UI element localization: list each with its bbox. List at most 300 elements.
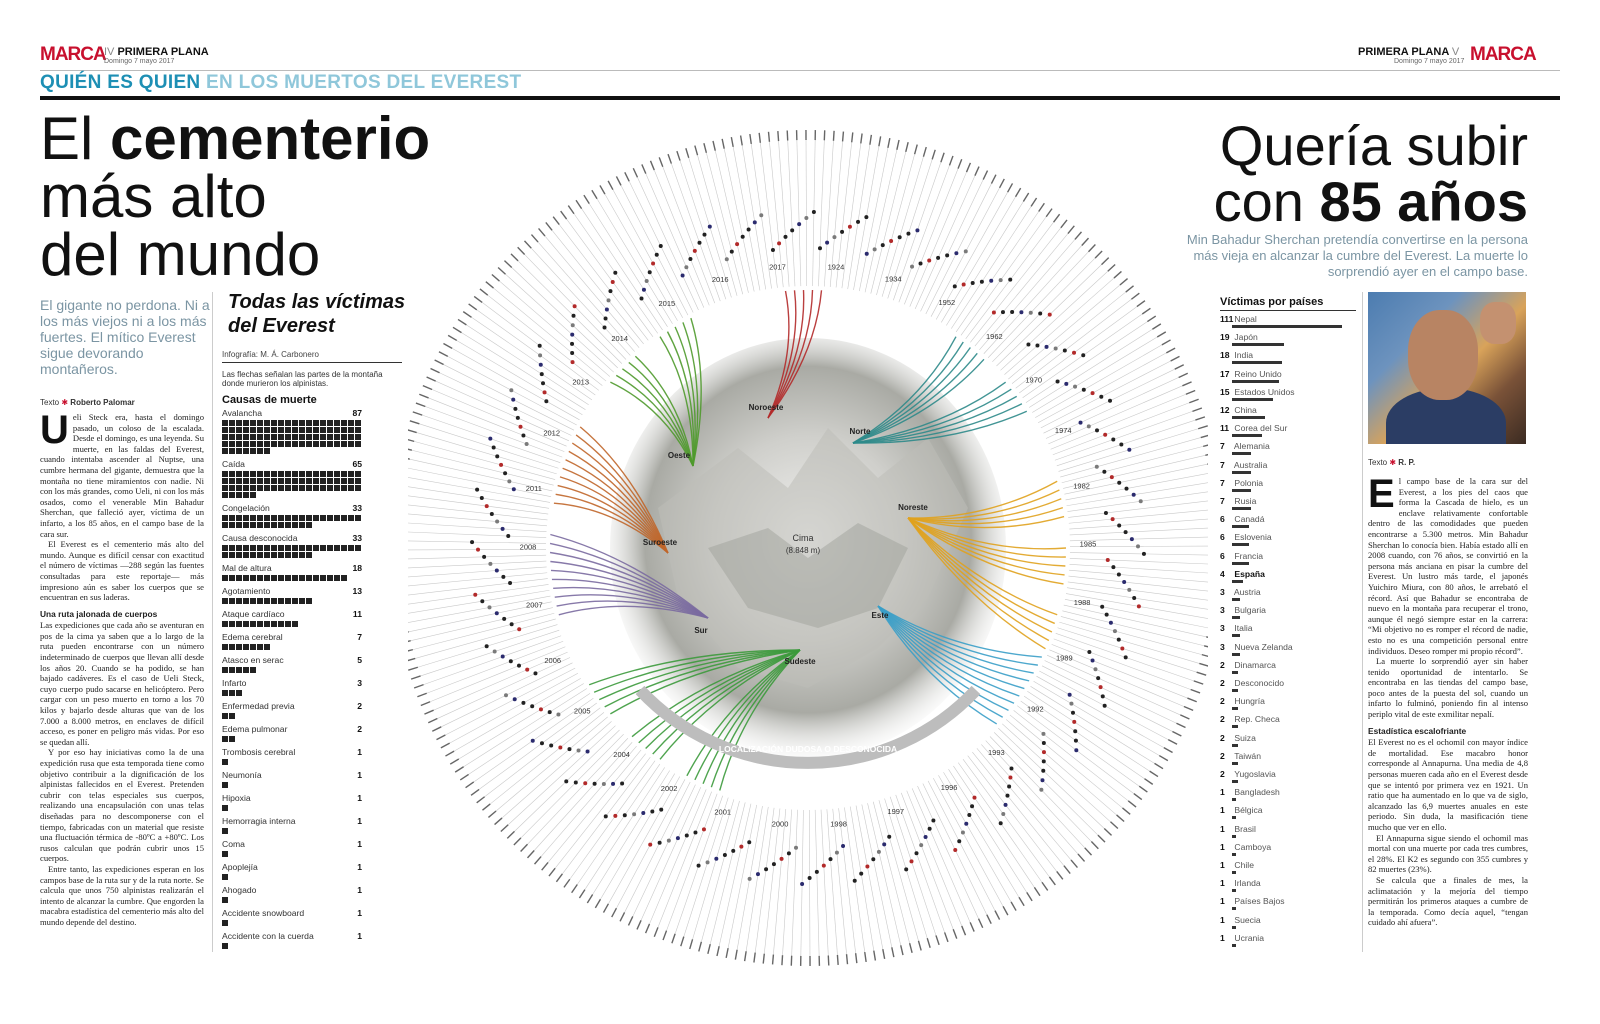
country-name: Brasil (1232, 823, 1256, 834)
country-name: Yugoslavia (1232, 769, 1276, 779)
victim-name-mark (492, 275, 500, 282)
victim-spoke (797, 140, 801, 286)
cause-square (285, 522, 291, 528)
country-count: 7 (1220, 477, 1225, 488)
country-name: Suiza (1232, 732, 1256, 743)
cause-square (264, 478, 270, 484)
victim-spoke (1010, 715, 1123, 808)
cause-square (222, 575, 228, 581)
cause-squares (222, 736, 362, 742)
victim-dot (602, 782, 606, 786)
cause-square (257, 545, 263, 551)
infographic-note: Las flechas señalan las partes de la montaña donde murieron los alpinistas. (222, 370, 383, 388)
victim-spoke (408, 579, 548, 596)
victim-dot (693, 249, 697, 253)
victim-spoke (850, 807, 874, 951)
victim-dot (490, 512, 494, 516)
cause-square (285, 434, 291, 440)
cause-square (285, 515, 291, 521)
victim-spoke (508, 726, 615, 825)
cause-square (299, 434, 305, 440)
victim-name-mark (778, 131, 779, 141)
cause-square (236, 441, 242, 447)
subheading: Estadística escalofriante (1368, 725, 1467, 736)
country-bar (1232, 380, 1279, 383)
cause-square (250, 522, 256, 528)
victim-spoke (512, 267, 618, 367)
cause-square (222, 420, 228, 426)
victim-spoke (988, 252, 1088, 358)
cause-square (341, 515, 347, 521)
face-label-oeste: Oeste (667, 451, 691, 460)
victim-name-mark (1089, 244, 1096, 251)
victim-dot (1127, 448, 1131, 452)
victim-dot (521, 433, 525, 437)
cause-square (236, 434, 242, 440)
cause-square (285, 575, 291, 581)
year-label: 1934 (884, 274, 902, 284)
victim-dot (517, 627, 521, 631)
cause-squares (222, 420, 362, 454)
victim-spoke (1070, 558, 1208, 564)
cause-label: Infarto (222, 678, 247, 688)
victim-dot (493, 650, 497, 654)
victim-name-mark (408, 650, 413, 652)
victim-dot (1087, 650, 1091, 654)
year-label: 2015 (658, 299, 676, 309)
victim-dot (1095, 428, 1099, 432)
victim-spoke (871, 152, 906, 294)
cause-square (229, 478, 235, 484)
victim-dot (725, 257, 729, 261)
victim-dot (822, 864, 826, 868)
top-divider (40, 70, 1560, 71)
cause-square (341, 434, 347, 440)
victim-name-mark (1206, 637, 1208, 639)
cause-square (320, 575, 326, 581)
victim-dot (906, 232, 910, 236)
victim-name-mark (1171, 356, 1180, 361)
victim-dot (787, 851, 791, 855)
cause-square (285, 598, 291, 604)
victim-name-mark (741, 135, 743, 145)
victim-spoke (506, 274, 614, 372)
cause-square (236, 515, 242, 521)
cause-value: 1 (357, 747, 362, 757)
country-bar (1232, 798, 1236, 801)
victim-dot (685, 833, 689, 837)
victim-name-mark (1082, 238, 1089, 245)
victim-dot (815, 870, 819, 874)
victim-dot (548, 710, 552, 714)
victim-spoke (1068, 500, 1208, 517)
country-count: 1 (1220, 914, 1225, 925)
cause-value: 7 (357, 632, 362, 642)
cause-square (236, 478, 242, 484)
cause-square (264, 621, 270, 627)
folio-left (104, 46, 209, 58)
victim-name-mark (1186, 390, 1195, 394)
cause-square (285, 420, 291, 426)
country-count: 111 (1220, 314, 1234, 324)
victim-dot (887, 835, 891, 839)
victim-name-mark (419, 394, 428, 398)
victim-spoke (907, 791, 962, 926)
victim-dot (570, 342, 574, 346)
victim-dot (543, 390, 547, 394)
byline-prefix: Texto (1368, 458, 1388, 467)
victim-dot (572, 314, 576, 318)
victim-dot (659, 244, 663, 248)
victim-name-mark (561, 211, 567, 219)
year-label: 1982 (1073, 481, 1090, 491)
byline-star-icon: ✱ (1389, 458, 1397, 467)
cause-squares (222, 471, 362, 498)
victim-spoke (412, 450, 554, 485)
victim-name-mark (1098, 835, 1105, 842)
victim-name-mark (1019, 897, 1024, 906)
victim-dot (517, 664, 521, 668)
cause-square (271, 621, 277, 627)
cause-value: 1 (357, 793, 362, 803)
year-label: 1998 (830, 819, 847, 829)
victim-spoke (424, 636, 562, 685)
cause-square (313, 427, 319, 433)
cause-square (264, 448, 270, 454)
victim-spoke (570, 761, 655, 880)
cause-square (320, 478, 326, 484)
country-count: 1 (1220, 932, 1225, 943)
victim-spoke (981, 744, 1078, 853)
cause-square (222, 897, 228, 903)
headline-word-2: cementerio (110, 105, 431, 172)
victim-dot (516, 416, 520, 420)
victim-name-mark (1128, 801, 1136, 807)
victim-spoke (806, 140, 807, 286)
victim-dot (485, 644, 489, 648)
cause-square (271, 575, 277, 581)
victim-dot (972, 796, 976, 800)
cause-square (264, 575, 270, 581)
country-row (1220, 896, 1356, 906)
victim-dot (645, 279, 649, 283)
victim-dot (681, 273, 685, 277)
cause-square (229, 736, 235, 742)
left-byline (40, 398, 135, 407)
cause-square (341, 545, 347, 551)
cause-value: 5 (357, 655, 362, 665)
cause-square (334, 441, 340, 447)
cause-square (257, 522, 263, 528)
victim-spoke (459, 683, 584, 758)
cause-square (236, 644, 242, 650)
cause-square (271, 420, 277, 426)
victim-name-mark (1204, 646, 1208, 648)
cause-square (243, 427, 249, 433)
victim-dot (881, 243, 885, 247)
country-bar (1232, 634, 1240, 637)
victim-dot (1029, 311, 1033, 315)
victims-by-country-title: Víctimas por países (1220, 296, 1356, 311)
cause-square (278, 515, 284, 521)
dropcap: U (40, 408, 69, 452)
cause-square (250, 434, 256, 440)
victim-name-mark (1202, 655, 1208, 658)
right-byline (1368, 458, 1415, 467)
victim-name-mark (1095, 251, 1102, 258)
year-label: 2007 (526, 600, 543, 610)
cause-square (243, 621, 249, 627)
victim-spoke (733, 147, 760, 291)
cause-square (355, 485, 361, 491)
unknown-location-label: LOCALIZACIÓN DUDOSA O DESCONOCIDA (718, 744, 898, 754)
victim-name-mark (427, 377, 436, 381)
victim-dot (1095, 465, 1099, 469)
victim-dot (1124, 530, 1128, 534)
cause-square (306, 434, 312, 440)
year-label: 2000 (771, 819, 789, 829)
cause-square (348, 545, 354, 551)
victim-name-mark (847, 954, 848, 964)
victim-name-mark (568, 206, 574, 214)
cause-square (306, 478, 312, 484)
victim-name-mark (1034, 887, 1040, 895)
cause-square (236, 621, 242, 627)
country-count: 6 (1220, 514, 1225, 525)
cause-square (341, 441, 347, 447)
country-bar (1232, 671, 1238, 674)
cause-square (334, 545, 340, 551)
victim-name-mark (1159, 756, 1168, 761)
victim-dot (1119, 442, 1123, 446)
cause-square (243, 575, 249, 581)
victim-dot (607, 298, 611, 302)
victim-dot (1125, 487, 1129, 491)
victim-name-mark (870, 135, 872, 145)
victim-dot (856, 220, 860, 224)
victim-dot (1113, 629, 1117, 633)
victim-spoke (518, 261, 622, 364)
cause-square (327, 575, 333, 581)
victim-name-mark (1164, 748, 1173, 753)
cause-square (313, 485, 319, 491)
face-label-sudeste: Sudeste (784, 657, 816, 666)
victim-dot (829, 857, 833, 861)
cause-square (264, 644, 270, 650)
cause-square (278, 598, 284, 604)
country-bar (1232, 725, 1238, 728)
victim-spoke (856, 806, 883, 950)
cause-square (348, 478, 354, 484)
cause-square (229, 522, 235, 528)
victim-dot (697, 864, 701, 868)
cause-square (292, 478, 298, 484)
country-count: 11 (1220, 423, 1230, 434)
victim-dot (608, 289, 612, 293)
country-row (1220, 350, 1356, 360)
cause-square (243, 522, 249, 528)
victim-dot (1104, 511, 1108, 515)
cause-square (313, 545, 319, 551)
section-label-left: PRIMERA PLANA (117, 46, 209, 58)
cause-square (285, 441, 291, 447)
cause-label: Edema cerebral (222, 632, 283, 642)
cause-square (341, 427, 347, 433)
cause-square (236, 690, 242, 696)
cause-squares (222, 851, 362, 857)
victim-name-mark (507, 831, 514, 838)
victim-dot (1019, 310, 1023, 314)
victim-name-mark (411, 676, 420, 679)
country-count: 4 (1220, 568, 1225, 579)
victim-name-mark (501, 825, 508, 832)
victim-dot (650, 809, 654, 813)
cause-square (292, 598, 298, 604)
victim-dot (957, 839, 961, 843)
victim-dot (1100, 605, 1104, 609)
victim-name-mark (1016, 188, 1021, 197)
cause-square (278, 575, 284, 581)
cause-square (222, 427, 228, 433)
cause-square (243, 545, 249, 551)
everest-radial-infographic (408, 128, 1208, 978)
cause-square (222, 805, 228, 811)
cause-square (278, 471, 284, 477)
cause-value: 33 (352, 503, 362, 513)
victim-dot (853, 879, 857, 883)
victim-name-mark (897, 140, 899, 150)
victim-dot (564, 779, 568, 783)
victim-name-mark (1180, 715, 1189, 719)
victim-name-mark (1003, 906, 1008, 915)
year-label: 2011 (525, 484, 542, 494)
cause-square (320, 471, 326, 477)
cause-square (313, 575, 319, 581)
cause-label: Mal de altura (222, 563, 272, 573)
section-label-right: PRIMERA PLANA (1358, 46, 1449, 58)
country-row (1220, 478, 1356, 488)
country-row (1220, 751, 1356, 761)
victim-name-mark (417, 693, 426, 697)
country-count: 19 (1220, 332, 1230, 343)
victim-dot (747, 227, 751, 231)
victim-name-mark (1157, 332, 1166, 337)
victim-name-mark (486, 282, 494, 288)
victim-name-mark (910, 943, 912, 953)
victim-name-mark (421, 702, 430, 706)
victim-spoke (415, 619, 556, 659)
country-name: Hungría (1232, 696, 1265, 707)
victim-dot (964, 822, 968, 826)
victim-dot (1091, 659, 1095, 663)
cause-square (250, 667, 256, 673)
paragraph: eli Steck era, hasta el domingo pasado, un coloso de la escalada. Desde el domingo, es una leyenda. Su muerte, en las faldas del Everest, cuando intentaba ascender al Nuptse, una cumbre hermana del gigante, demuestra que la montaña no tiene miramientos con nadie. Ni con los más grandes, como Ueli, ni con los más osados, como el venerable Min Bahadur Sherchan, que falleció ayer, víctima de un infarto, a los 85 años, en el campo base de la cara sur. (40, 412, 204, 539)
victim-dot (1001, 812, 1005, 816)
face-label-este: Este (871, 611, 889, 620)
victim-name-mark (413, 412, 422, 415)
radial-chart (408, 128, 1208, 978)
country-count: 1 (1220, 896, 1225, 907)
cause-square (327, 485, 333, 491)
cause-square (229, 471, 235, 477)
cause-squares (222, 690, 362, 696)
victim-dot (1073, 729, 1077, 733)
victim-dot (488, 437, 492, 441)
country-bar (1232, 616, 1240, 619)
victim-name-mark (1175, 365, 1184, 369)
victim-name-mark (527, 850, 534, 857)
cause-square (285, 552, 291, 558)
victim-spoke (918, 786, 979, 919)
victim-dot (495, 611, 499, 615)
victim-name-mark (646, 924, 650, 933)
cause-squares (222, 598, 362, 604)
victim-name-mark (1176, 723, 1185, 727)
victim-dot (910, 265, 914, 269)
victim-spoke (821, 810, 828, 956)
country-row (1220, 733, 1356, 743)
victim-dot (574, 780, 578, 784)
victim-name-mark (603, 904, 608, 913)
victim-spoke (1034, 681, 1160, 755)
victim-dot (730, 250, 734, 254)
victim-dot (1010, 310, 1014, 314)
cause-label: Accidente snowboard (222, 908, 305, 918)
cause-square (243, 644, 249, 650)
year-label: 1924 (827, 262, 845, 272)
country-count: 12 (1220, 405, 1230, 415)
country-count: 6 (1220, 532, 1225, 543)
cause-square (229, 427, 235, 433)
victim-name-mark (843, 132, 844, 142)
cause-square (257, 552, 263, 558)
cause-square (348, 485, 354, 491)
cause-square (229, 552, 235, 558)
headline-line-2: más alto (40, 163, 267, 230)
victim-name-mark (979, 919, 983, 928)
cause-square (278, 478, 284, 484)
country-count: 17 (1220, 368, 1230, 379)
victim-dot (1109, 621, 1113, 625)
victim-spoke (408, 504, 548, 520)
victim-dot (1009, 766, 1013, 770)
victim-name-mark (1042, 882, 1048, 890)
victim-spoke (904, 169, 958, 305)
country-bar (1232, 416, 1265, 419)
cause-square (222, 485, 228, 491)
country-bar (1232, 707, 1238, 710)
victim-dot (604, 317, 608, 321)
victim-name-mark (549, 868, 555, 876)
victim-spoke (541, 746, 637, 856)
victim-spoke (862, 804, 892, 947)
cause-square (355, 471, 361, 477)
cause-square (278, 434, 284, 440)
cause-square (327, 420, 333, 426)
victim-name-mark (888, 138, 890, 148)
victim-name-mark (975, 167, 979, 176)
cause-square (292, 522, 298, 528)
victim-dot (1001, 310, 1005, 314)
cause-square (313, 441, 319, 447)
cause-square (243, 515, 249, 521)
cause-square (250, 485, 256, 491)
victim-dot (519, 425, 523, 429)
cause-label: Caída (222, 459, 245, 469)
victim-spoke (833, 809, 847, 954)
victim-name-mark (1104, 829, 1111, 836)
victim-dot (706, 860, 710, 864)
